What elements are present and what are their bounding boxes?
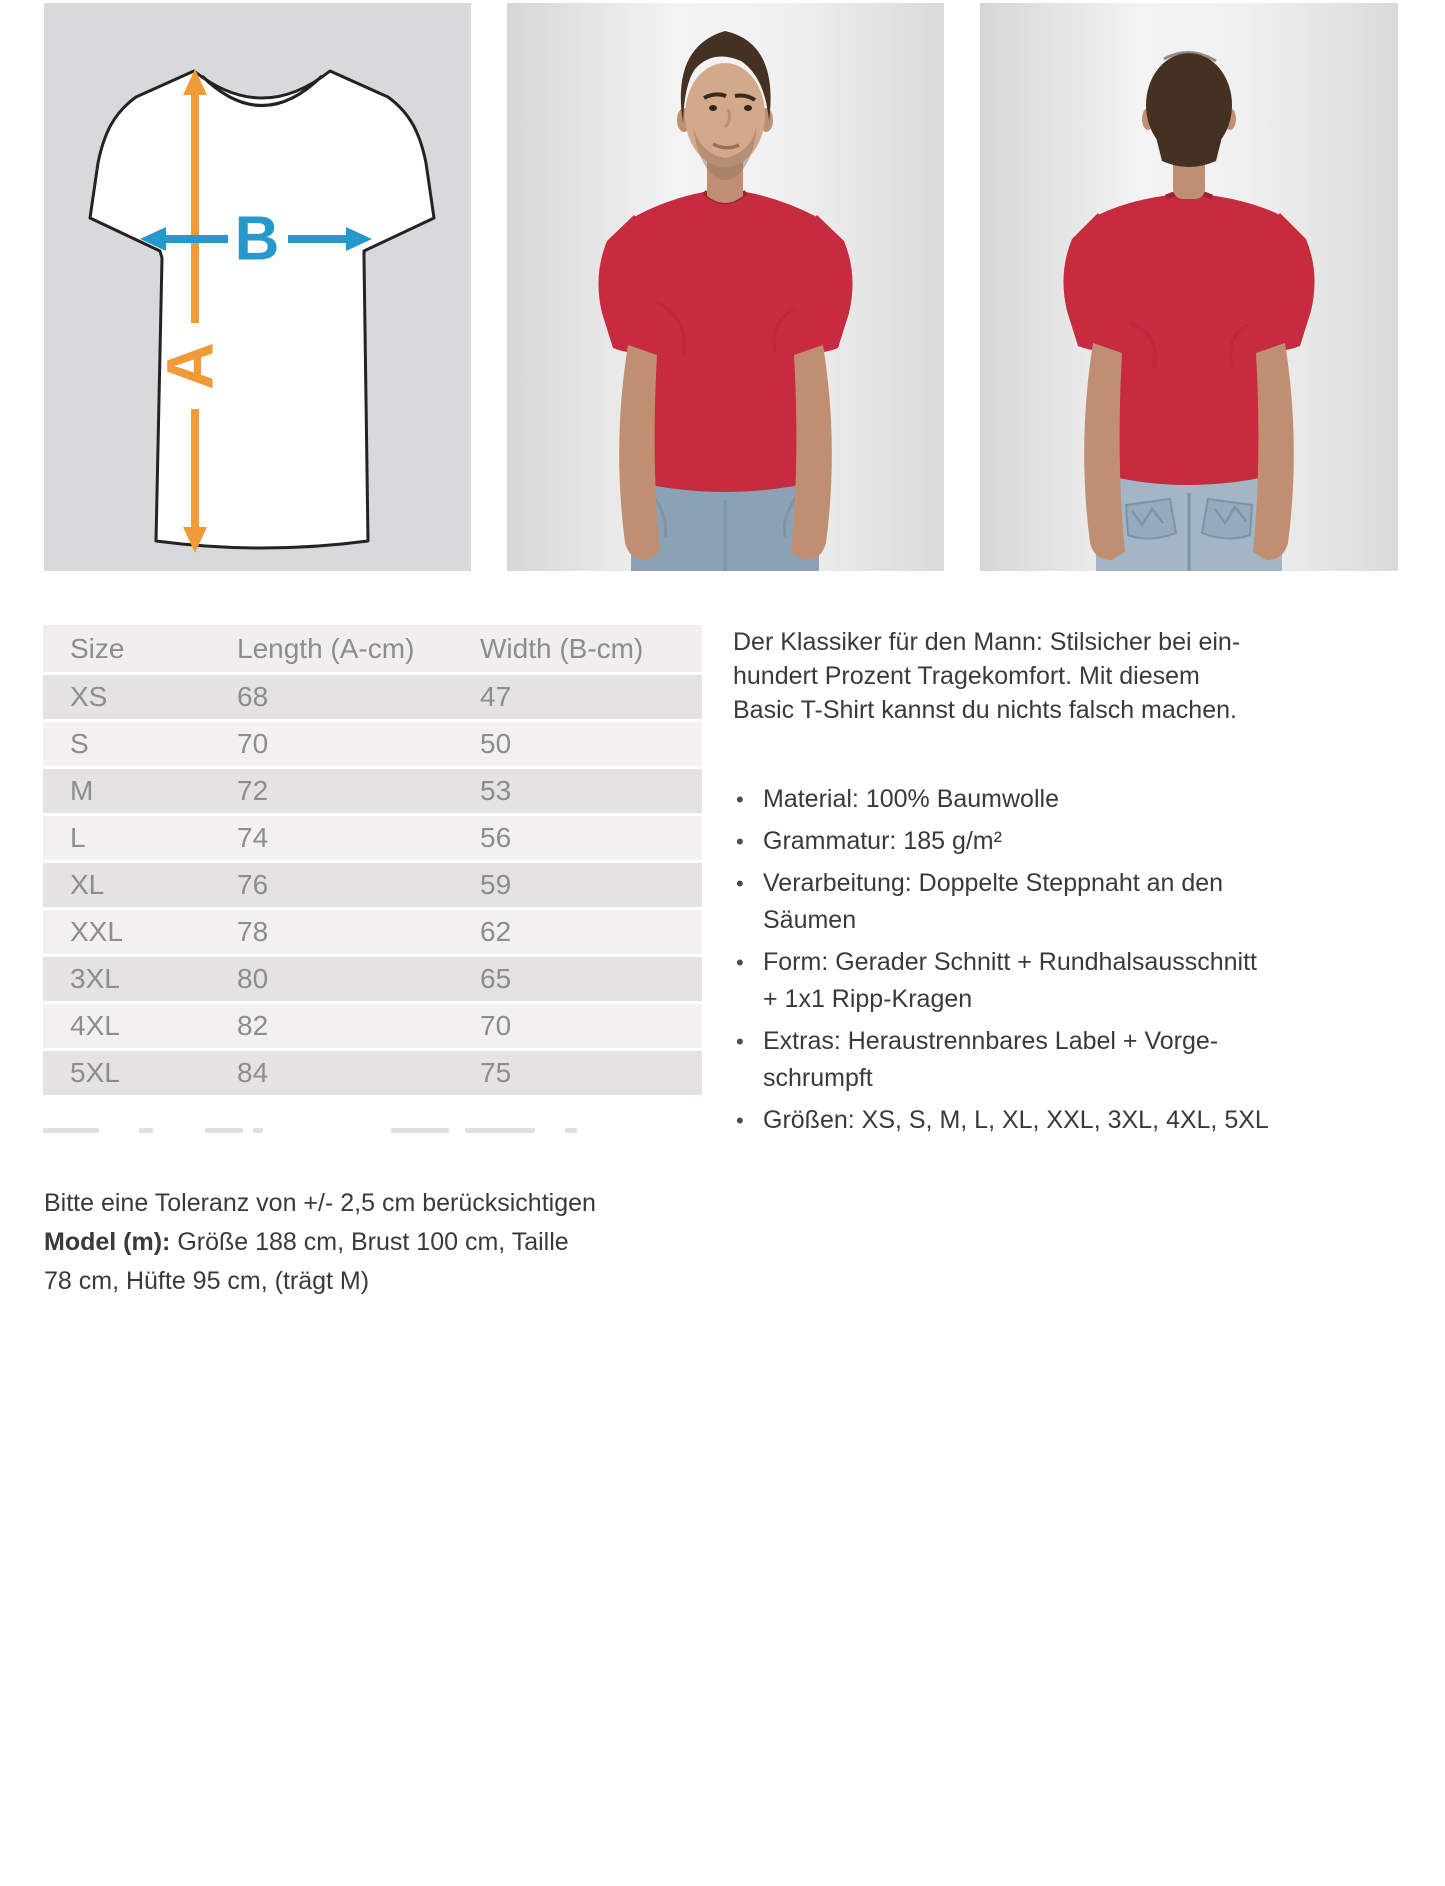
length-arrow-label: A	[152, 342, 227, 390]
table-cell: 5XL	[43, 1048, 237, 1095]
table-cell: 82	[237, 1001, 480, 1048]
model-back-illustration	[980, 3, 1398, 571]
table-cell: 53	[480, 766, 702, 813]
product-description	[733, 625, 1269, 1144]
model-measurements-part1: Größe 188 cm, Brust 100 cm, Taille	[177, 1228, 569, 1256]
table-cell: XS	[43, 672, 237, 719]
spec-list-item: • Extras: Heraustrennbares Label + Vorge- schrumpft	[733, 1023, 1213, 1097]
table-cell: XXL	[43, 907, 237, 954]
table-row	[43, 907, 702, 954]
model-photo-front	[507, 3, 944, 571]
table-cell: 84	[237, 1048, 480, 1095]
intro-line: Der Klassiker für den Mann: Stilsicher bei ein-	[733, 628, 1241, 656]
tolerance-note	[44, 1184, 664, 1301]
spec-list	[733, 781, 1269, 1139]
column-header: Width (B-cm)	[480, 625, 702, 672]
tshirt-outline	[90, 71, 434, 548]
table-row	[43, 954, 702, 1001]
table-cell: 59	[480, 860, 702, 907]
intro-line: Basic T-Shirt kannst du nichts falsch machen.	[733, 696, 1237, 724]
table-cell: M	[43, 766, 237, 813]
table-cell: 68	[237, 672, 480, 719]
model-measurements-part2: 78 cm, Hüfte 95 cm, (trägt M)	[44, 1267, 370, 1295]
table-row	[43, 860, 702, 907]
table-cell: 56	[480, 813, 702, 860]
table-cell: 80	[237, 954, 480, 1001]
model-label: Model (m):	[44, 1228, 171, 1256]
table-row	[43, 1001, 702, 1048]
column-header: Size	[43, 625, 237, 672]
table-cell: 4XL	[43, 1001, 237, 1048]
spec-list-item: • Größen: XS, S, M, L, XL, XXL, 3XL, 4XL, 5XL	[733, 1102, 1213, 1139]
size-table-section	[43, 625, 702, 1095]
size-table-body	[43, 672, 702, 1095]
spec-list-item: • Material: 100% Baumwolle	[733, 781, 1213, 818]
size-table-header-row	[43, 625, 702, 672]
table-row	[43, 766, 702, 813]
model-info-line	[44, 1223, 664, 1262]
tolerance-line: Bitte eine Toleranz von +/- 2,5 cm berücksichtigen	[44, 1189, 596, 1217]
table-cell: 78	[237, 907, 480, 954]
spec-list-item: • Verarbeitung: Doppelte Steppnaht an den Säumen	[733, 865, 1213, 939]
table-cell: 47	[480, 672, 702, 719]
table-row	[43, 813, 702, 860]
table-cell: 72	[237, 766, 480, 813]
table-cell: 3XL	[43, 954, 237, 1001]
table-cell: XL	[43, 860, 237, 907]
intro-line: hundert Prozent Tragekomfort. Mit diesem	[733, 662, 1200, 690]
table-row	[43, 1048, 702, 1095]
table-cell: 62	[480, 907, 702, 954]
tshirt-measurement-diagram	[44, 3, 471, 571]
model-photo-back	[980, 3, 1398, 571]
table-cell: L	[43, 813, 237, 860]
table-cell: 70	[480, 1001, 702, 1048]
table-cell: 70	[237, 719, 480, 766]
table-cell: 75	[480, 1048, 702, 1095]
width-arrow-label: B	[234, 204, 280, 274]
size-table	[43, 625, 702, 1095]
table-cell: S	[43, 719, 237, 766]
spec-list-item: • Form: Gerader Schnitt + Rundhalsausschnitt + 1x1 Ripp-Kragen	[733, 944, 1213, 1018]
model-front-illustration	[507, 3, 944, 571]
product-media-row	[44, 3, 1398, 571]
table-cell: 50	[480, 719, 702, 766]
size-diagram-panel	[44, 3, 471, 571]
description-intro	[733, 625, 1241, 727]
table-cell: 76	[237, 860, 480, 907]
table-cell: 74	[237, 813, 480, 860]
clipped-row-artifact	[43, 1128, 588, 1135]
table-cell: 65	[480, 954, 702, 1001]
spec-list-item: • Grammatur: 185 g/m²	[733, 823, 1213, 860]
table-row	[43, 719, 702, 766]
column-header: Length (A-cm)	[237, 625, 480, 672]
table-row	[43, 672, 702, 719]
